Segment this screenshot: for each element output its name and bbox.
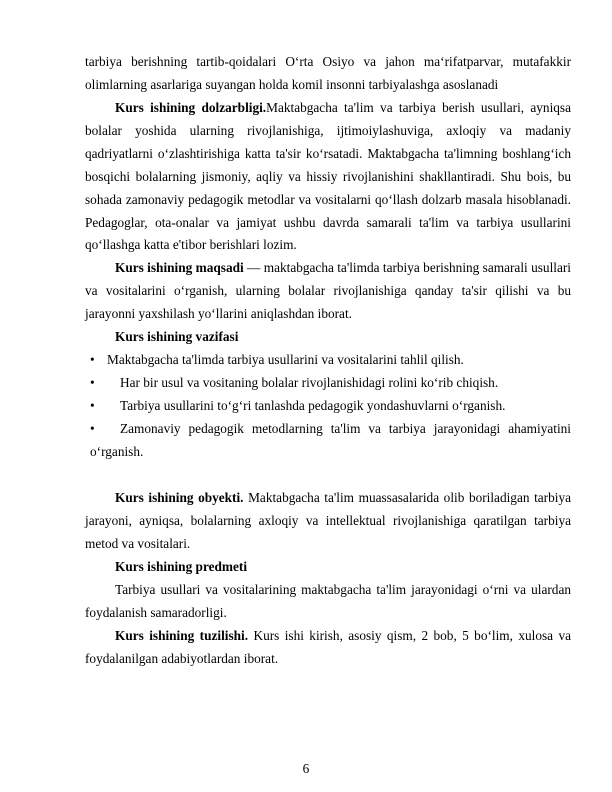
- relevance-heading: Kurs ishining dolzarbligi.: [115, 100, 267, 115]
- goal-heading: Kurs ishining maqsadi: [115, 260, 244, 275]
- bullet-icon: •: [90, 352, 95, 367]
- structure-text: Kurs ishi kirish, asosiy qism, 2 bob, 5 bo‘lim, xulosa va foydalanilgan adabiyotlardan iborat.: [85, 628, 571, 666]
- subject-heading-line: [85, 556, 571, 579]
- relevance-paragraph: [85, 97, 571, 257]
- task-item: [90, 349, 571, 372]
- tasks-heading-line: [85, 326, 571, 349]
- object-text: Maktabgacha ta'lim muassasalarida olib boriladigan tarbiya jarayoni, ayniqsa, bolalarning axloqiy va intellektual rivojlanishiga qaratilgan tarbiya metod va vositalari.: [85, 490, 571, 551]
- bullet-icon: •: [90, 375, 95, 390]
- page-number: 6: [302, 761, 310, 776]
- structure-heading: Kurs ishining tuzilishi.: [115, 628, 249, 643]
- goal-text: — maktabgacha ta'limda tarbiya berishning samarali usullari va vositalarini o‘rganish, ularning bolalar rivojlanishiga qanday ta'sir qilishi va bu jarayonni yaxshilash yo‘llarini aniqlashdan iborat.: [85, 260, 571, 321]
- subject-paragraph: Tarbiya usullari va vositalarining maktabgacha ta'lim jarayonidagi o‘rni va ulardan foydalanish samaradorligi.: [85, 582, 571, 620]
- task-item: [90, 418, 571, 464]
- task-text: Zamonaviy pedagogik metodlarning ta'lim va tarbiya jarayonidagi ahamiyatini o‘rganish.: [90, 421, 571, 459]
- task-item: [90, 372, 571, 395]
- task-item: [90, 395, 571, 418]
- structure-paragraph: [85, 625, 571, 671]
- subject-heading: Kurs ishining predmeti: [115, 559, 248, 574]
- intro-paragraph: tarbiya berishning tartib-qoidalari O‘rta Osiyo va jahon ma‘rifatparvar, mutafakkir olimlarning asarlariga suyangan holda komil insonni tarbiyalashga asoslanadi: [85, 54, 571, 92]
- task-text: Maktabgacha ta'limda tarbiya usullarini va vositalarini tahlil qilish.: [107, 352, 464, 367]
- bullet-icon: •: [90, 398, 95, 413]
- tasks-heading: Kurs ishining vazifasi: [115, 329, 239, 344]
- goal-paragraph: [85, 257, 571, 326]
- relevance-text: Maktabgacha ta'lim va tarbiya berish usullari, ayniqsa bolalar yoshida ularning rivojlanishiga, ijtimoiylashuviga, axloqiy va madaniy qadriyatlarni o‘zlashtirishiga katta ta'sir ko‘rsatadi. Maktabgacha ta'limning boshlang‘ich bosqichi bolalarning jismoniy, aqliy va hissiy rivojlanishini shakllantiradi. Shu bois, bu sohada zamonaviy pedagogik metodlar va vositalarni qo‘llash dolzarb masala hisoblanadi. Pedagoglar, ota-onalar va jamiyat ushbu davrda samarali ta'lim va tarbiya usullarini qo‘llashga katta e'tibor berishlari lozim.: [85, 100, 571, 253]
- object-heading: Kurs ishining obyekti.: [115, 490, 244, 505]
- object-paragraph: [85, 487, 571, 556]
- task-text: Tarbiya usullarini to‘g‘ri tanlashda pedagogik yondashuvlarni o‘rganish.: [120, 398, 506, 413]
- bullet-icon: •: [90, 421, 95, 436]
- task-text: Har bir usul va vositaning bolalar rivojlanishidagi rolini ko‘rib chiqish.: [120, 375, 499, 390]
